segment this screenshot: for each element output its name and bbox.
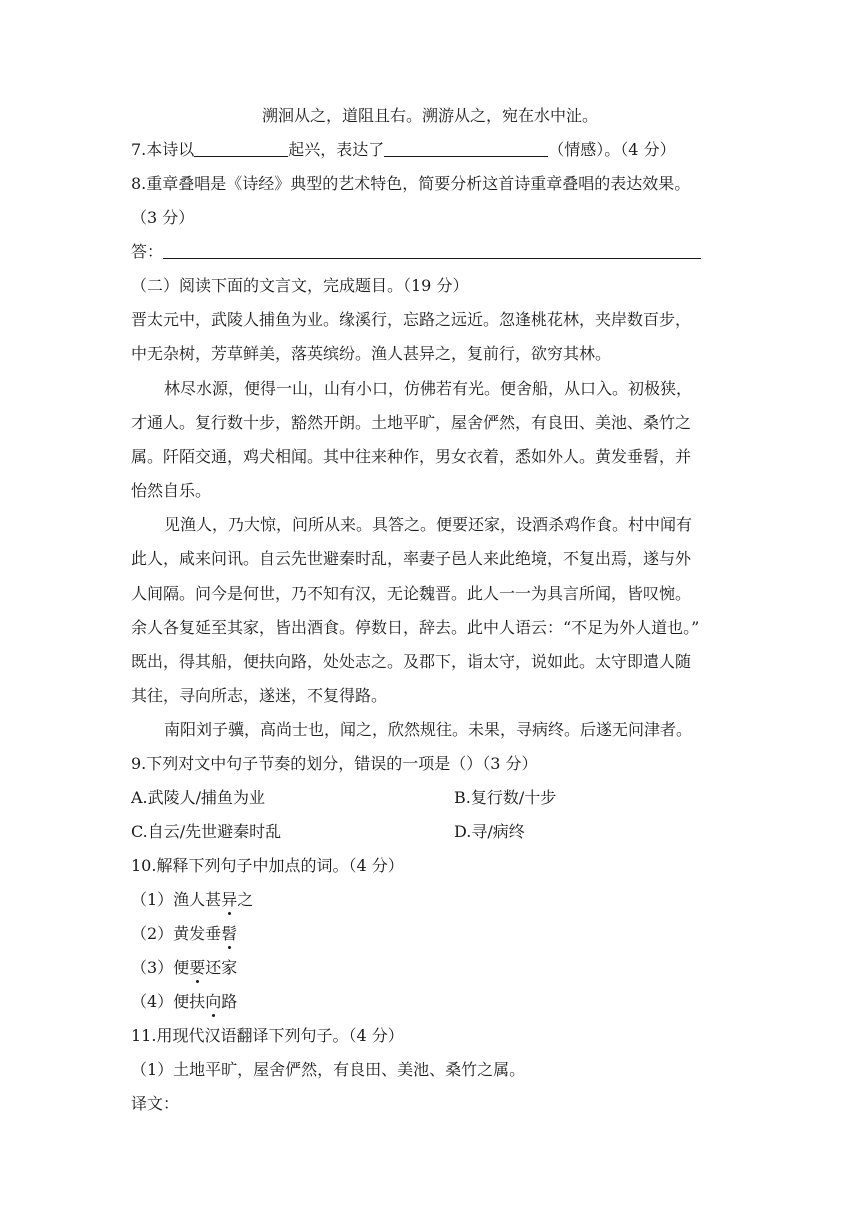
q10-item [131,992,237,1012]
passage-line: 中无杂树，芳草鲜美，落英缤纷。渔人甚异之，复前行，欲穷其林。 [131,344,612,363]
passage-line: 才通人。复行数十步，豁然开朗。土地平旷，屋舍俨然，有良田、美池、桑竹之 [131,413,692,432]
q7-text-a: 7.本诗以 [131,140,195,159]
question-11-stem: 11.用现代汉语翻译下列句子。（4 分） [131,1026,404,1045]
passage-line: 见渔人，乃大惊，问所从来。具答之。便要还家，设酒杀鸡作食。村中闻有 [164,515,693,534]
option-c: C.自云/先世避秦时乱 [131,822,282,841]
section-2-heading: （二）阅读下面的文言文，完成题目。（19 分） [131,276,469,295]
q10-item-text: 路 [221,992,238,1011]
passage-line: 怡然自乐。 [131,481,212,500]
passage-line: 余人各复延至其家，皆出酒食。停数日，辞去。此中人语云：“不足为外人道也。” [131,618,700,637]
dotted-word: 要 [189,958,206,977]
q10-item [131,958,237,978]
question-10-stem: 10.解释下列句子中加点的词。（4 分） [131,856,404,875]
q10-item-text: （2）黄发垂 [131,924,222,943]
translation-label: 译文： [131,1094,180,1113]
q10-item-text: 还家 [205,958,238,977]
question-8-answer [131,242,701,262]
option-a: A.武陵人/捕鱼为业 [131,788,266,807]
question-9-row-2 [131,822,771,842]
passage-line: 既出，得其船，便扶向路，处处志之。及郡下，诣太守，说如此。太守即遣人随 [131,652,692,671]
q10-item-text: （4）便扶 [131,992,206,1011]
q7-blank-2 [384,140,548,157]
question-8-line1: 8.重章叠唱是《诗经》典型的艺术特色，简要分析这首诗重章叠唱的表达效果。 [131,174,691,193]
answer-blank [163,242,701,259]
question-9-row-1 [131,788,771,808]
option-d: D.寻/病终 [454,822,525,841]
q10-item [131,890,253,910]
passage-line: 此人，咸来问讯。自云先世避秦时乱，率妻子邑人来此绝境，不复出焉，遂与外 [131,549,692,568]
passage-line: 其往，寻向所志，遂迷，不复得路。 [131,686,388,705]
passage-line: 晋太元中，武陵人捕鱼为业。缘溪行，忘路之远近。忽逢桃花林，夹岸数百步， [131,310,692,329]
q7-text-b: 起兴，表达了 [288,140,385,159]
q7-blank-1 [194,140,288,157]
dotted-word: 髫 [221,924,238,943]
q10-item-text: （1）渔人甚 [131,890,222,909]
dotted-word: 异 [221,890,238,909]
passage-line: 人间隔。问今是何世，乃不知有汉，无论魏晋。此人一一为具言所闻，皆叹惋。 [131,584,692,603]
q7-text-c: （情感）。（4 分） [548,140,676,159]
q10-item [131,924,237,944]
option-b: B.复行数/十步 [454,788,557,807]
answer-label: 答： [131,242,164,261]
question-11-item-1: （1）土地平旷，屋舍俨然，有良田、美池、桑竹之属。 [131,1060,526,1079]
passage-line: 林尽水源，便得一山，山有小口，仿佛若有光。便舍船，从口入。初极狭， [164,379,693,398]
passage-line: 南阳刘子骥，高尚士也，闻之，欣然规往。未果，寻病终。后遂无问津者。 [164,720,693,739]
question-7 [131,140,676,160]
passage-line: 属。阡陌交通，鸡犬相闻。其中往来种作，男女衣着，悉如外人。黄发垂髫，并 [131,447,692,466]
dotted-word: 向 [205,992,222,1011]
q10-item-text: 之 [237,890,254,909]
question-8-line2: （3 分） [131,208,195,227]
q10-item-text: （3）便 [131,958,190,977]
poem-line: 溯洄从之，道阻且右。溯游从之，宛在水中沚。 [261,106,598,125]
question-9-stem: 9.下列对文中句子节奏的划分，错误的一项是（）（3 分） [131,754,538,773]
